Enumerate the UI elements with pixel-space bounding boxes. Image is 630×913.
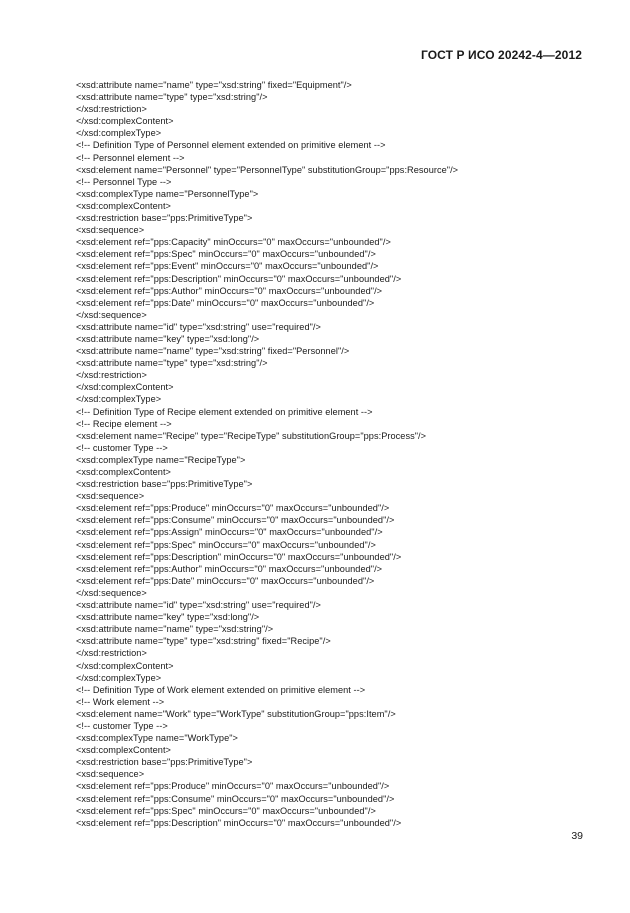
code-line: <xsd:element ref="pps:Capacity" minOccurs="0" maxOccurs="unbounded"/>	[76, 237, 391, 248]
code-line: <!-- Definition Type of Recipe element extended on primitive element -->	[76, 406, 373, 417]
code-line: <xsd:element ref="pps:Assign" minOccurs="0" maxOccurs="unbounded"/>	[76, 527, 383, 538]
code-line: <xsd:element ref="pps:Spec" minOccurs="0" maxOccurs="unbounded"/>	[76, 249, 376, 260]
code-line: <xsd:element ref="pps:Produce" minOccurs="0" maxOccurs="unbounded"/>	[76, 781, 390, 792]
code-line: <xsd:restriction base="pps:PrimitiveType">	[76, 213, 253, 224]
code-line: </xsd:sequence>	[76, 587, 147, 598]
code-line: <xsd:sequence>	[76, 769, 145, 780]
code-line: </xsd:complexContent>	[76, 382, 174, 393]
code-line: <xsd:element name="Work" type="WorkType" substitutionGroup="pps:Item"/>	[76, 708, 396, 719]
code-line: <xsd:attribute name="type" type="xsd:string" fixed="Recipe"/>	[76, 636, 331, 647]
code-line: <xsd:element ref="pps:Author" minOccurs="0" maxOccurs="unbounded"/>	[76, 285, 383, 296]
code-line: <xsd:attribute name="id" type="xsd:string" use="required"/>	[76, 321, 321, 332]
code-line: <xsd:element ref="pps:Description" minOccurs="0" maxOccurs="unbounded"/>	[76, 273, 402, 284]
xsd-code-listing	[76, 79, 596, 829]
standard-designation: ГОСТ Р ИСО 20242-4—2012	[420, 48, 582, 62]
code-line: <xsd:complexContent>	[76, 467, 171, 477]
code-line: <!-- Definition Type of Work element extended on primitive element -->	[76, 684, 366, 695]
code-line: <xsd:complexType name="WorkType">	[76, 733, 238, 744]
code-line: <xsd:element ref="pps:Date" minOccurs="0" maxOccurs="unbounded"/>	[76, 575, 375, 586]
code-line: <xsd:element ref="pps:Consume" minOccurs="0" maxOccurs="unbounded"/>	[76, 793, 395, 804]
code-line: </xsd:restriction>	[76, 370, 147, 381]
page-number: 39	[571, 830, 583, 842]
code-line: <xsd:attribute name="id" type="xsd:string" use="required"/>	[76, 600, 321, 611]
code-line: </xsd:complexContent>	[76, 660, 174, 671]
code-line: <xsd:element ref="pps:Event" minOccurs="0" maxOccurs="unbounded"/>	[76, 261, 379, 272]
code-line: <xsd:attribute name="name" type="xsd:string"/>	[76, 624, 274, 635]
code-line: <xsd:element name="Personnel" type="PersonnelType" substitutionGroup="pps:Resource"/>	[76, 164, 459, 175]
code-line: </xsd:complexType>	[76, 672, 162, 683]
code-line: <xsd:restriction base="pps:PrimitiveType">	[76, 757, 253, 768]
code-line: <!-- Personnel element -->	[76, 152, 185, 163]
code-line: <xsd:element ref="pps:Date" minOccurs="0" maxOccurs="unbounded"/>	[76, 297, 375, 308]
code-line: <!-- customer Type -->	[76, 442, 168, 453]
document-header	[421, 48, 582, 62]
code-line: <xsd:element ref="pps:Description" minOccurs="0" maxOccurs="unbounded"/>	[76, 551, 402, 562]
code-line: </xsd:complexType>	[76, 394, 162, 405]
code-line: <xsd:complexType name="PersonnelType">	[76, 188, 259, 199]
code-line: <xsd:element ref="pps:Author" minOccurs="0" maxOccurs="unbounded"/>	[76, 563, 383, 574]
code-line: <!-- customer Type -->	[76, 720, 168, 731]
code-line: </xsd:restriction>	[76, 648, 147, 659]
code-line: <xsd:element name="Recipe" type="RecipeType" substitutionGroup="pps:Process"/>	[76, 430, 427, 441]
code-line: <xsd:element ref="pps:Consume" minOccurs="0" maxOccurs="unbounded"/>	[76, 515, 395, 526]
code-line: <xsd:complexContent>	[76, 200, 171, 211]
code-line: </xsd:complexContent>	[76, 116, 174, 127]
code-line: <xsd:attribute name="key" type="xsd:long"/>	[76, 612, 260, 623]
code-line: <!-- Work element -->	[76, 696, 165, 707]
code-line: </xsd:sequence>	[76, 309, 147, 320]
code-line: <xsd:attribute name="key" type="xsd:long"/>	[76, 333, 260, 344]
code-line: <!-- Definition Type of Personnel element extended on primitive element -->	[76, 140, 386, 151]
code-line: <xsd:sequence>	[76, 491, 145, 502]
code-line: <xsd:attribute name="type" type="xsd:string"/>	[76, 92, 268, 103]
code-line: <xsd:element ref="pps:Description" minOccurs="0" maxOccurs="unbounded"/>	[76, 817, 402, 828]
code-line: <xsd:restriction base="pps:PrimitiveType">	[76, 479, 253, 490]
code-line: <xsd:complexType name="RecipeType">	[76, 454, 246, 465]
code-line: <!-- Recipe element -->	[76, 418, 172, 429]
code-line: <xsd:element ref="pps:Spec" minOccurs="0" maxOccurs="unbounded"/>	[76, 805, 376, 816]
code-line: <xsd:attribute name="name" type="xsd:string" fixed="Equipment"/>	[76, 80, 352, 90]
code-line: <xsd:element ref="pps:Spec" minOccurs="0" maxOccurs="unbounded"/>	[76, 539, 376, 550]
code-line: <xsd:attribute name="type" type="xsd:string"/>	[76, 358, 268, 369]
code-line: <!-- Personnel Type -->	[76, 176, 172, 187]
code-line: <xsd:sequence>	[76, 225, 145, 236]
code-line: <xsd:complexContent>	[76, 745, 171, 756]
code-line: </xsd:restriction>	[76, 104, 147, 115]
code-line: </xsd:complexType>	[76, 128, 162, 139]
code-line: <xsd:attribute name="name" type="xsd:string" fixed="Personnel"/>	[76, 346, 350, 357]
code-line: <xsd:element ref="pps:Produce" minOccurs="0" maxOccurs="unbounded"/>	[76, 503, 390, 514]
